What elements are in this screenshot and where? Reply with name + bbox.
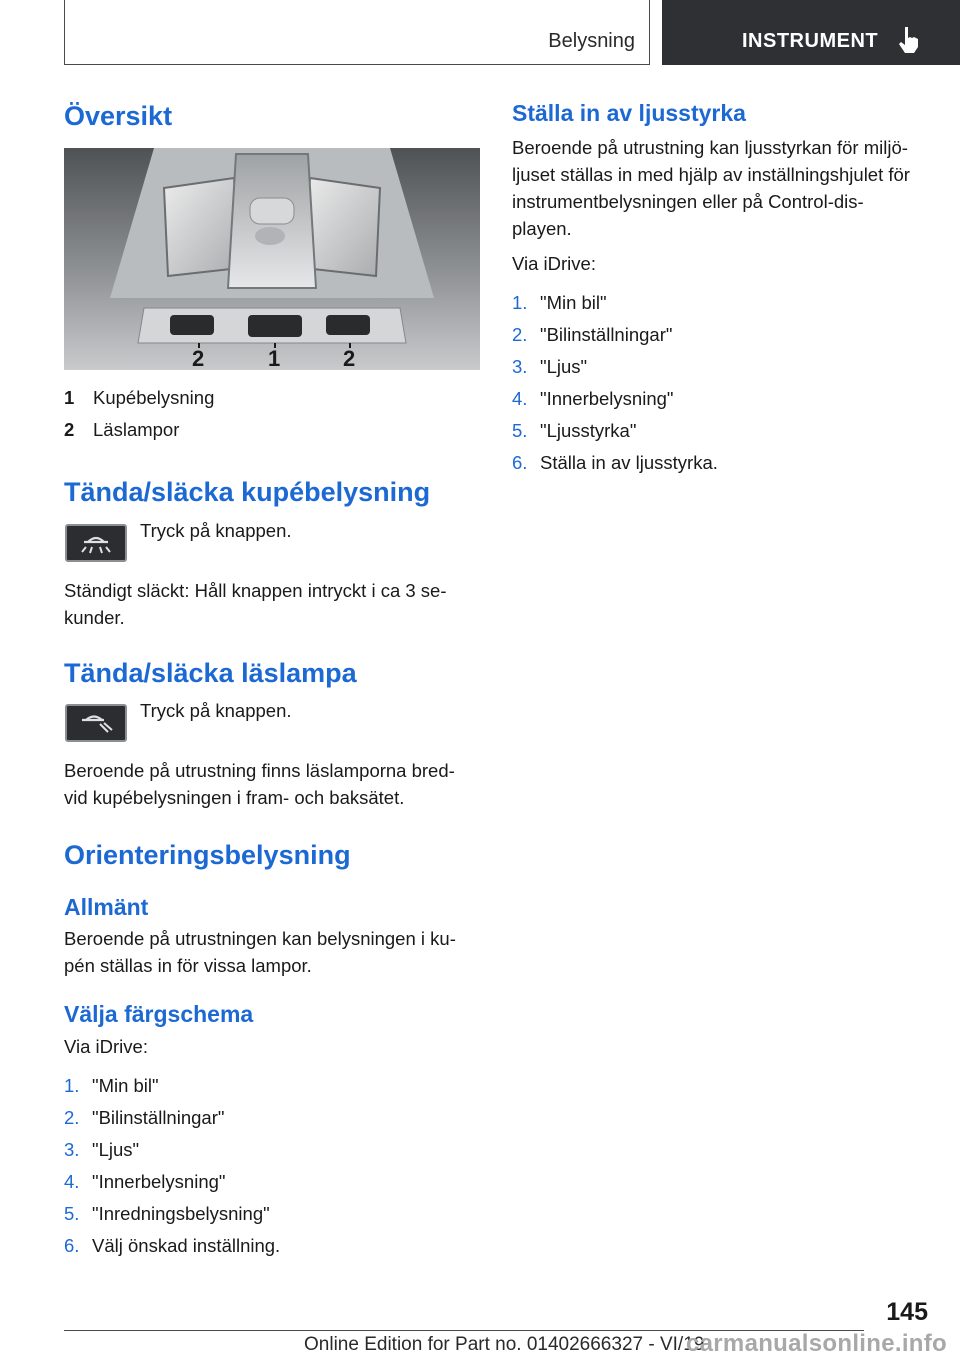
- footer-edition: Online Edition for Part no. 01402666327 - VI/19: [304, 1334, 705, 1355]
- color-scheme-subheading: Välja färgschema: [64, 1001, 254, 1028]
- general-text: Beroende på utrustningen kan belysningen i ku‐ pén ställas in för vissa lampor.: [64, 928, 456, 977]
- list-item: 2. "Bilinställningar": [512, 323, 673, 345]
- watermark: carmanualsonline.info: [686, 1330, 948, 1357]
- list-item: 5. "Inredningsbelysning": [64, 1202, 270, 1224]
- reading-light-note: Beroende på utrustning finns läslamporna bred‐ vid kupébelysningen i fram- och baksätet.: [64, 760, 455, 809]
- list-item: 4. "Innerbelysning": [512, 387, 674, 409]
- list-item: 6. Ställa in av ljusstyrka.: [512, 451, 718, 473]
- legend-text: Kupébelysning: [93, 387, 215, 409]
- left-column: [64, 100, 480, 1262]
- color-scheme-steps: [64, 1070, 480, 1262]
- photo-label-reading-left: 2: [192, 346, 205, 371]
- orientation-light-heading: Orienteringsbelysning: [64, 840, 351, 871]
- photo-label-interior: 1: [268, 346, 281, 371]
- legend-text: Läslampor: [93, 419, 180, 441]
- photo-label-reading-right: 2: [343, 346, 356, 371]
- interior-light-instruction: [64, 519, 480, 563]
- pointing-hand-icon: [896, 25, 922, 55]
- header-chapter-title: INSTRUMENT: [742, 30, 879, 52]
- legend-item: [64, 382, 480, 414]
- color-scheme-via: Via iDrive:: [64, 1035, 148, 1057]
- header-section-title: Belysning: [548, 30, 635, 52]
- header-chapter-tab: [662, 0, 960, 65]
- interior-light-note: Ständigt släckt: Håll knappen intryckt i ca 3 se‐ kunder.: [64, 579, 447, 628]
- reading-light-press-text: Tryck på knappen.: [140, 700, 292, 722]
- legend-number: 2: [64, 419, 75, 441]
- reading-light-heading: Tända/släcka läslampa: [64, 657, 357, 688]
- interior-light-heading: Tända/släcka kupébelysning: [64, 477, 431, 508]
- list-item: 3. "Ljus": [64, 1138, 140, 1160]
- list-item: 5. "Ljusstyrka": [512, 419, 637, 441]
- interior-light-press-text: Tryck på knappen.: [140, 519, 292, 541]
- interior-light-button-icon: [64, 523, 128, 563]
- photo-legend: [64, 382, 480, 446]
- reading-light-button-icon: [64, 703, 128, 743]
- right-column: [512, 100, 928, 479]
- list-item: 6. Välj önskad inställning.: [64, 1234, 281, 1256]
- list-item: 3. "Ljus": [512, 355, 588, 377]
- overhead-console-photo: [64, 148, 480, 370]
- brightness-steps: [512, 287, 928, 479]
- brightness-intro: Beroende på utrustning kan ljusstyrkan för miljö‐ ljuset ställas in med hjälp av inställningshjulet för instrumentbelysningen eller på Control-dis‐ playen.: [512, 136, 910, 239]
- brightness-heading: Ställa in av ljusstyrka: [512, 100, 746, 126]
- header-section-tab: [64, 0, 650, 65]
- overview-heading: Översikt: [64, 101, 173, 131]
- legend-number: 1: [64, 387, 75, 409]
- list-item: 4. "Innerbelysning": [64, 1170, 226, 1192]
- list-item: 1. "Min bil": [64, 1074, 159, 1096]
- page-number: 145: [886, 1298, 928, 1326]
- legend-item: [64, 414, 480, 446]
- general-subheading: Allmänt: [64, 893, 149, 920]
- brightness-via: Via iDrive:: [512, 252, 596, 274]
- reading-light-instruction: [64, 700, 480, 743]
- list-item: 2. "Bilinställningar": [64, 1106, 225, 1128]
- list-item: 1. "Min bil": [512, 291, 607, 313]
